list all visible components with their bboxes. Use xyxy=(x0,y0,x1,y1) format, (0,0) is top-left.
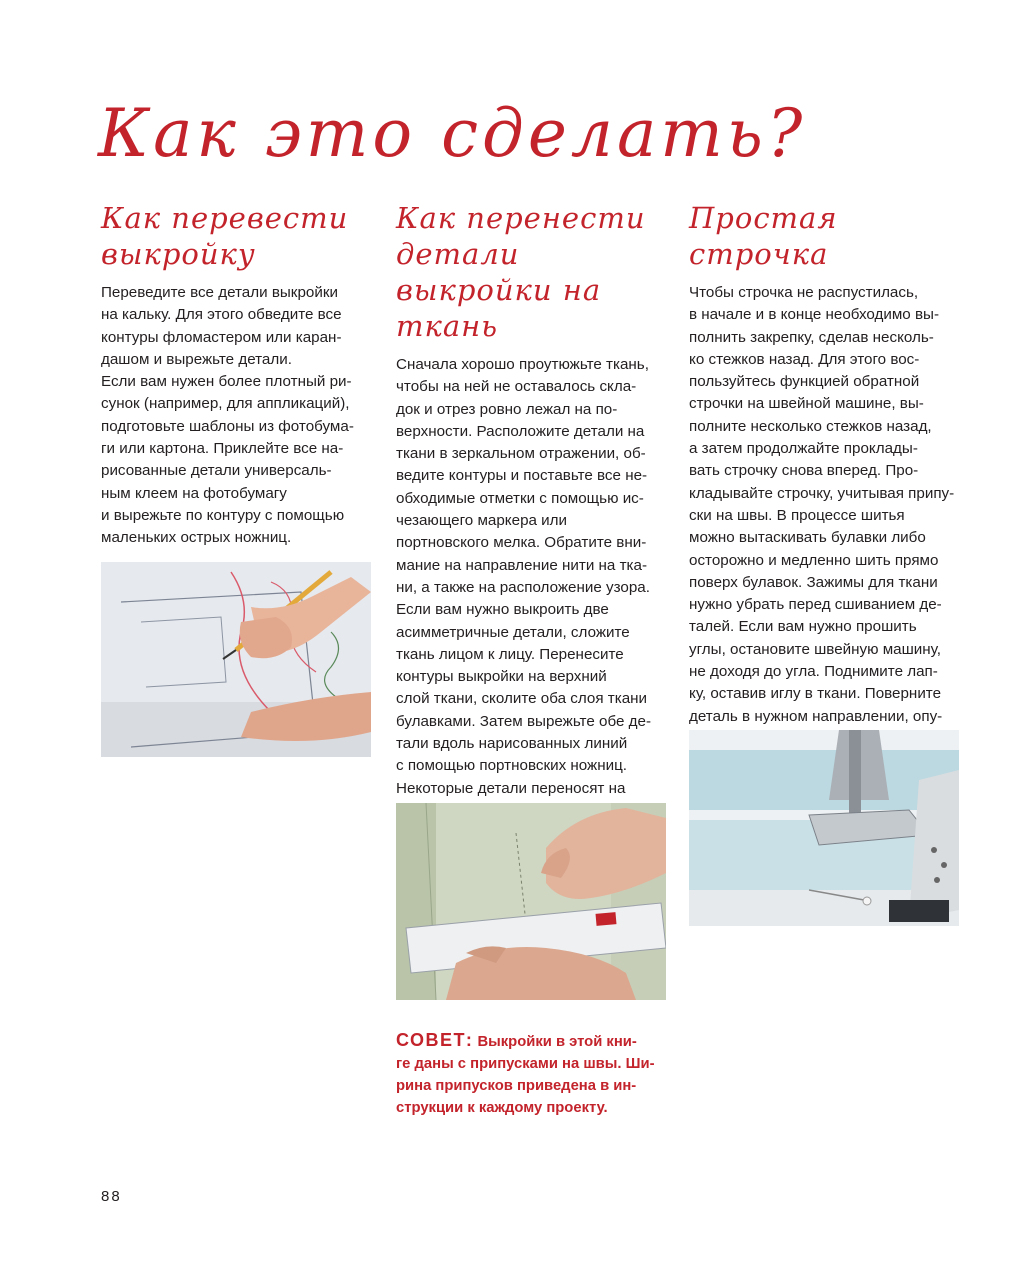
tip-line: рина припусков приведена в ин- xyxy=(396,1078,637,1094)
body-line: на кальку. Для этого обведите все xyxy=(101,306,342,324)
body-line: талей. Если вам нужно прошить xyxy=(689,618,917,636)
body-line: мание на направление нити на тка- xyxy=(396,556,648,574)
body-line: осторожно и медленно шить прямо xyxy=(689,551,939,569)
section-body xyxy=(396,354,666,867)
body-line: углы, остановите швейную машину, xyxy=(689,640,941,658)
body-line: Если вам нужен более плотный ри- xyxy=(101,373,352,391)
body-line: рисованные детали универсаль- xyxy=(101,462,332,480)
body-line: верхности. Расположите детали на xyxy=(396,422,645,440)
body-line: ткань лицом к лицу. Перенесите xyxy=(396,645,624,663)
body-line: деталь в нужном направлении, опу- xyxy=(689,707,943,725)
body-line: маленьких острых ножниц. xyxy=(101,529,292,547)
body-line: вать строчку снова вперед. Про- xyxy=(689,462,919,480)
body-line: ги или картона. Приклейте все на- xyxy=(101,440,344,458)
body-line: не доходя до угла. Поднимите лап- xyxy=(689,663,938,681)
body-line: Переведите все детали выкройки xyxy=(101,284,338,301)
body-line: полнить закрепку, сделав несколь- xyxy=(689,328,934,346)
section-heading-line: выкройки на ткань xyxy=(396,273,602,343)
body-line: обходимые отметки с помощью ис- xyxy=(396,489,644,507)
body-line: дашом и вырежьте детали. xyxy=(101,350,292,368)
body-line: ткани в зеркальном отражении, об- xyxy=(396,445,646,463)
section-body xyxy=(101,282,371,550)
section-heading xyxy=(689,200,959,272)
tip-text: Выкройки в этой кни- xyxy=(477,1034,637,1050)
body-line: тали вдоль нарисованных линий xyxy=(396,735,628,753)
body-line: контуры выкройки на верхний xyxy=(396,668,607,686)
body-line: ным клеем на фотобумагу xyxy=(101,484,287,502)
body-line: с помощью портновских ножниц. xyxy=(396,757,628,775)
body-line: а затем продолжайте проклады- xyxy=(689,440,918,458)
body-line: сунок (например, для аппликаций), xyxy=(101,395,350,413)
body-line: чезающего маркера или xyxy=(396,512,568,530)
section-heading-line: Как перенести детали xyxy=(396,201,646,271)
body-line: нужно убрать перед сшиванием де- xyxy=(689,596,942,614)
body-line: ни, а также на расположение узора. xyxy=(396,578,650,596)
sewing-machine-presser-foot-photo xyxy=(689,730,959,926)
body-line: ски на швы. В процессе шитья xyxy=(689,506,905,524)
section-heading xyxy=(101,200,371,272)
tip-line xyxy=(396,1029,676,1053)
body-line: чтобы на ней не оставалось скла- xyxy=(396,378,637,396)
body-line: подготовьте шаблоны из фотобума- xyxy=(101,417,354,435)
body-line: Если вам нужно выкроить две xyxy=(396,601,609,619)
body-line: Некоторые детали переносят на xyxy=(396,779,626,797)
page-title: Как это сделать? xyxy=(98,95,807,172)
body-line: поверх булавок. Зажимы для ткани xyxy=(689,573,938,591)
section-trace-pattern xyxy=(101,200,371,550)
tip-line: ге даны с припусками на швы. Ши- xyxy=(396,1056,655,1072)
body-line: полните несколько стежков назад, xyxy=(689,417,932,435)
body-line: пользуйтесь функцией обратной xyxy=(689,373,920,391)
body-line: кладывайте строчку, учитывая припу- xyxy=(689,484,955,502)
body-line: и вырежьте по контуру с помощью xyxy=(101,506,345,524)
section-body xyxy=(689,282,959,750)
body-line: Чтобы строчка не распустилась, xyxy=(689,284,919,301)
body-line: булавками. Затем вырежьте обе де- xyxy=(396,712,652,730)
page-number: 88 xyxy=(101,1188,122,1205)
tip-label: СОВЕТ: xyxy=(396,1030,474,1050)
tip-line: струкции к каждому проекту. xyxy=(396,1100,608,1116)
body-line: Сначала хорошо проутюжьте ткань, xyxy=(396,356,649,373)
hands-pinning-fabric-with-ruler-photo xyxy=(396,803,666,1000)
section-heading-line: выкройку xyxy=(101,237,256,271)
section-heading-line: Простая строчка xyxy=(689,201,838,271)
body-line: можно вытаскивать булавки либо xyxy=(689,529,926,547)
body-line: портновского мелка. Обратите вни- xyxy=(396,534,647,552)
section-transfer-pattern xyxy=(396,200,666,867)
body-line: строчки на швейной машине, вы- xyxy=(689,395,924,413)
tip-box xyxy=(396,1029,676,1119)
body-line: ведите контуры и поставьте все не- xyxy=(396,467,648,485)
hands-tracing-pattern-photo xyxy=(101,562,371,757)
body-line: асимметричные детали, сложите xyxy=(396,623,630,641)
section-heading xyxy=(396,200,666,344)
body-line: ку, оставив иглу в ткани. Поверните xyxy=(689,685,942,703)
section-simple-stitch xyxy=(689,200,959,750)
body-line: в начале и в конце необходимо вы- xyxy=(689,306,940,324)
body-line: слой ткани, сколите оба слоя ткани xyxy=(396,690,648,708)
body-line: док и отрез ровно лежал на по- xyxy=(396,400,618,418)
section-heading-line: Как перевести xyxy=(101,201,349,235)
body-line: контуры фломастером или каран- xyxy=(101,328,342,346)
body-line: ко стежков назад. Для этого вос- xyxy=(689,350,920,368)
